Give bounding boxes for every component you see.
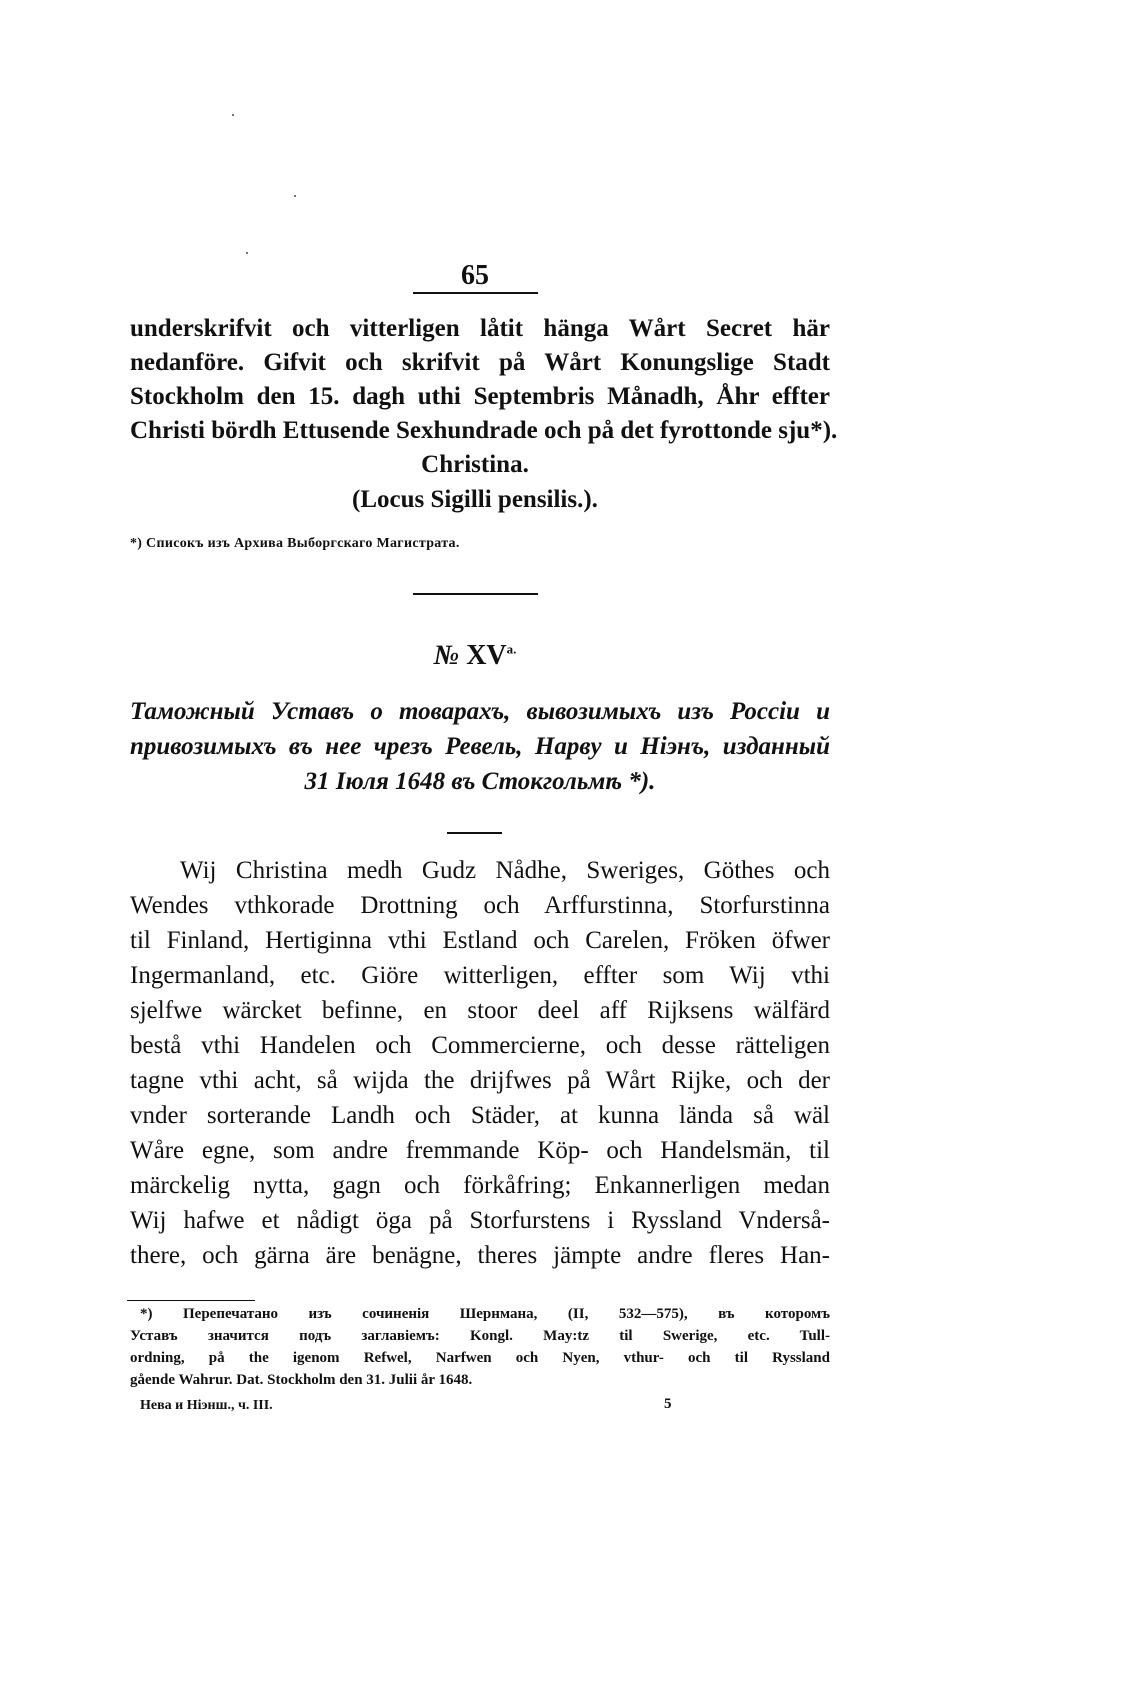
body-line: til Finland, Hertiginna vthi Estland och Carelen, Fröken öfwer bbox=[130, 927, 830, 954]
body-line: sjelfwe wärcket befinne, en stoor deel aff Rijksens wälfärd bbox=[130, 997, 830, 1024]
title-line: 31 Іюля 1648 въ Стокгольмѣ *). bbox=[304, 768, 656, 795]
body-line: there, och gärna äre benägne, theres jämpte andre fleres Han- bbox=[130, 1242, 830, 1269]
gathering-mark: 5 bbox=[664, 1396, 672, 1412]
print-speck bbox=[294, 195, 296, 197]
title-rule bbox=[447, 832, 502, 834]
text-line: underskrifvit och vitterligen låtit hänga Wårt Secret här bbox=[130, 315, 830, 342]
seal-note: (Locus Sigilli pensilis.). bbox=[352, 486, 598, 513]
print-speck bbox=[246, 252, 248, 254]
source-note: *) Списокъ изъ Архива Выборгскаго Магистрата. bbox=[130, 536, 460, 551]
body-line: bestå vthi Handelen och Commercierne, och desse rätteligen bbox=[130, 1032, 830, 1059]
body-line: Wendes vthkorade Drottning och Arffurstinna, Storfurstinna bbox=[130, 892, 830, 919]
footnote-line: *) Перепечатано изъ сочиненія Шернмана, (II, 532—575), въ которомъ bbox=[140, 1306, 830, 1322]
footnote-line: ordning, på the igenom Refwel, Narfwen och Nyen, vthur- och til Ryssland bbox=[130, 1350, 830, 1366]
footnote-line: gående Wahrur. Dat. Stockholm den 31. Julii år 1648. bbox=[130, 1372, 473, 1388]
signature: Christina. bbox=[421, 451, 529, 478]
text-line: Christi bördh Ettusende Sexhundrade och på det fyrottonde sju*). bbox=[130, 417, 838, 444]
section-rule bbox=[413, 593, 538, 595]
footnote-line: Уставъ значится подъ заглавіемъ: Kongl. May:tz til Swerige, etc. Tull- bbox=[130, 1328, 830, 1344]
page-number: 65 bbox=[461, 260, 489, 291]
body-line: Wij hafwe et nådigt öga på Storfurstens i Ryssland Vnderså- bbox=[130, 1207, 830, 1234]
document-number bbox=[395, 640, 555, 672]
header-rule bbox=[413, 292, 538, 294]
body-line: Wij Christina medh Gudz Nådhe, Sweriges, Göthes och bbox=[180, 857, 830, 884]
text-line: nedanföre. Gifvit och skrifvit på Wårt Konungslige Stadt bbox=[130, 349, 830, 376]
signature-mark: Нева и Ніэнш., ч. III. bbox=[140, 1398, 273, 1413]
document-number-suffix: a. bbox=[506, 641, 517, 657]
body-line: tagne vthi acht, så wijda the drijfwes på Wårt Rijke, och der bbox=[130, 1067, 830, 1094]
text-line: Stockholm den 15. dagh uthi Septembris Månadh, Åhr effter bbox=[130, 383, 830, 410]
number-sign: № bbox=[433, 640, 460, 671]
title-line: привозимыхъ въ нее чрезъ Ревель, Нарву и Ніэнъ, изданный bbox=[130, 733, 830, 760]
document-number-roman: XV bbox=[466, 640, 507, 671]
body-line: Ingermanland, etc. Giöre witterligen, effter som Wij vthi bbox=[130, 962, 830, 989]
print-speck bbox=[232, 114, 234, 116]
footnote-rule bbox=[127, 1300, 255, 1301]
body-line: märckelig nytta, gagn och förkåfring; Enkannerligen medan bbox=[130, 1172, 830, 1199]
title-line: Таможный Уставъ о товарахъ, вывозимыхъ изъ Россіи и bbox=[130, 698, 830, 725]
body-line: vnder sorterande Landh och Städer, at kunna lända så wäl bbox=[130, 1102, 830, 1129]
body-line: Wåre egne, som andre fremmande Köp- och Handelsmän, til bbox=[130, 1137, 830, 1164]
